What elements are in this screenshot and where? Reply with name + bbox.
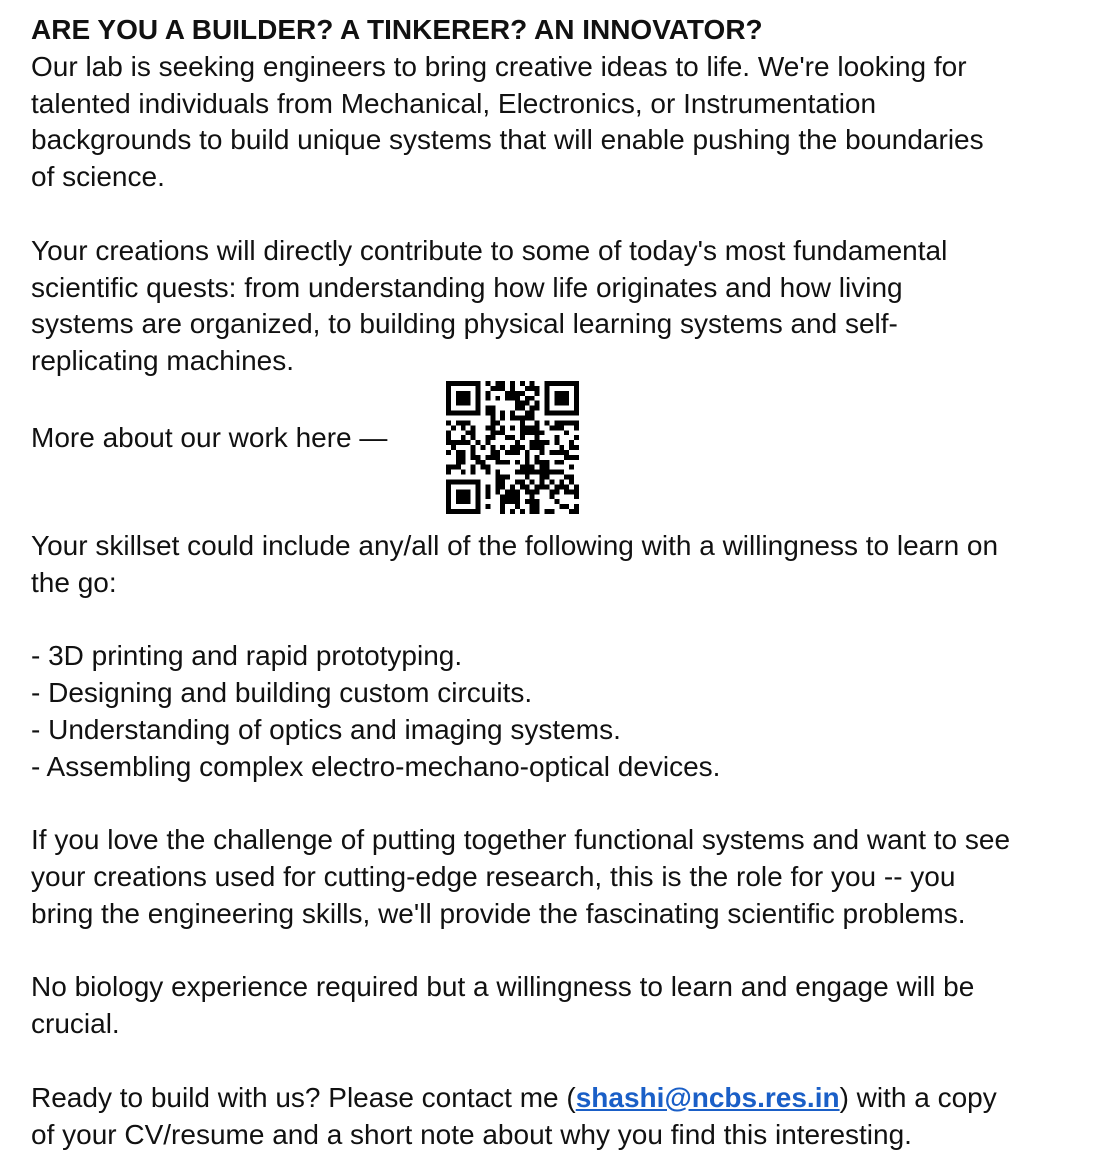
list-item: - Understanding of optics and imaging systems.	[31, 713, 621, 745]
intro-line: talented individuals from Mechanical, Electronics, or Instrumentation	[31, 87, 877, 119]
biology-line: crucial.	[31, 1008, 120, 1040]
contact-line: of your CV/resume and a short note about why you find this interesting.	[31, 1118, 912, 1150]
challenge-line: If you love the challenge of putting together functional systems and want to see	[31, 824, 1011, 856]
intro-paragraph	[31, 49, 1094, 196]
paragraph-gap	[31, 196, 1094, 233]
contribution-line: Your creations will directly contribute to some of today's most fundamental	[31, 234, 948, 266]
paragraph-gap	[31, 785, 1094, 822]
email-link[interactable]: shashi@ncbs.res.in	[575, 1081, 840, 1113]
paragraph-gap	[31, 933, 1094, 970]
contribution-paragraph	[31, 233, 1094, 380]
intro-line: of science.	[31, 161, 165, 193]
biology-paragraph	[31, 969, 1094, 1043]
contact-text-before: Ready to build with us? Please contact me (	[31, 1081, 576, 1113]
contact-paragraph	[31, 1080, 1094, 1154]
list-item: - Assembling complex electro-mechano-optical devices.	[31, 750, 721, 782]
challenge-paragraph	[31, 822, 1094, 932]
intro-line: backgrounds to build unique systems that will enable pushing the boundaries	[31, 124, 984, 156]
list-item: - 3D printing and rapid prototyping.	[31, 640, 463, 672]
challenge-line: your creations used for cutting-edge research, this is the role for you -- you	[31, 860, 956, 892]
contribution-line: systems are organized, to building physical learning systems and self-	[31, 308, 898, 340]
headline: ARE YOU A BUILDER? A TINKERER? AN INNOVATOR?	[31, 14, 763, 45]
more-about-label: More about our work here —	[31, 421, 388, 453]
challenge-line: bring the engineering skills, we'll provide the fascinating scientific problems.	[31, 897, 966, 929]
paragraph-gap	[31, 1043, 1094, 1080]
skills-intro-paragraph	[31, 528, 1094, 602]
skills-intro-line: Your skillset could include any/all of the following with a willingness to learn on	[31, 529, 999, 561]
list-item: - Designing and building custom circuits.	[31, 676, 533, 708]
contact-text-after: ) with a copy	[839, 1081, 997, 1113]
qr-code-icon[interactable]	[446, 381, 579, 514]
contribution-line: replicating machines.	[31, 345, 295, 377]
contact-line	[31, 1080, 1094, 1117]
more-about-row	[31, 381, 1094, 491]
skills-list	[31, 638, 1094, 785]
paragraph-gap	[31, 601, 1094, 638]
contribution-line: scientific quests: from understanding how life originates and how living	[31, 271, 903, 303]
skills-intro-line: the go:	[31, 566, 117, 598]
intro-line: Our lab is seeking engineers to bring creative ideas to life. We're looking for	[31, 50, 967, 82]
biology-line: No biology experience required but a willingness to learn and engage will be	[31, 971, 975, 1003]
